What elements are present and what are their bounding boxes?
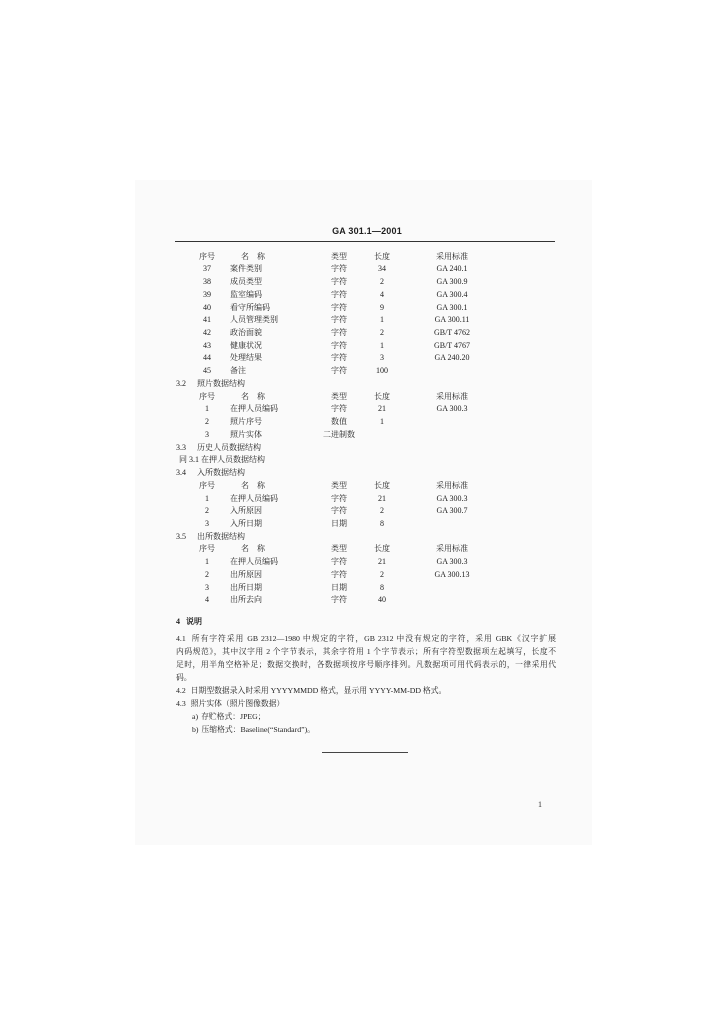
column-header-name: 名 称: [241, 544, 265, 554]
cell-standard: GA 300.3: [436, 493, 468, 503]
table-row: [0, 403, 724, 416]
table-header: [0, 480, 724, 493]
cell-standard: GA 300.11: [434, 315, 470, 325]
section-heading-3-4: [0, 467, 724, 480]
table-row: [0, 569, 724, 582]
cell-type: 字符: [331, 366, 347, 376]
cell-length: 100: [376, 366, 388, 376]
cell-name: 在押人员编码: [230, 493, 278, 503]
cell-type: 字符: [331, 277, 347, 287]
column-header-name: 名 称: [241, 251, 265, 261]
cell-type: 日期: [331, 582, 347, 592]
table-row: [0, 594, 724, 607]
cell-length: 2: [380, 569, 384, 579]
cell-no: 41: [203, 315, 211, 325]
cell-no: 37: [203, 264, 211, 274]
section-number: 3.2: [176, 378, 186, 388]
header-rule: [175, 241, 555, 242]
clause-list-item: [176, 710, 556, 723]
cell-length: 1: [380, 315, 384, 325]
cell-type: 字符: [331, 353, 347, 363]
cell-type: 字符: [331, 340, 347, 350]
section-note-3-3: [0, 454, 724, 467]
section-heading-3-3: [0, 442, 724, 455]
cell-no: 42: [203, 328, 211, 337]
column-header-length: 长度: [374, 480, 390, 490]
item-label: a): [192, 711, 199, 721]
cell-length: 2: [380, 506, 384, 516]
clause-text: 照片实体（照片图像数据）: [190, 698, 285, 708]
cell-no: 1: [205, 557, 209, 567]
table-row: [0, 263, 724, 276]
cell-name: 政治面貌: [230, 328, 262, 337]
column-header-standard: 采用标准: [436, 544, 468, 554]
table-row: [0, 582, 724, 595]
item-text: 压缩格式：Baseline(“Standard”)。: [201, 724, 315, 734]
cell-standard: GA 300.3: [436, 404, 468, 414]
table-header: [0, 543, 724, 556]
cell-type: 字符: [331, 595, 347, 605]
clause-number: 4.2: [176, 685, 186, 695]
section-number: 4: [176, 616, 180, 626]
cell-standard: GA 300.3: [436, 557, 468, 567]
cell-no: 1: [205, 404, 209, 414]
cell-type: 字符: [331, 264, 347, 274]
cell-name: 入所原因: [230, 506, 262, 516]
cell-standard: GA 300.1: [436, 302, 468, 312]
cell-standard: GA 240.20: [434, 353, 470, 363]
clause-4-3: [176, 697, 556, 710]
cell-name: 照片实体: [230, 429, 262, 439]
column-header-length: 长度: [374, 544, 390, 554]
column-header-type: 类型: [331, 391, 347, 401]
cell-length: 40: [378, 595, 386, 605]
cell-standard: GA 300.7: [436, 506, 468, 516]
column-header-no: 序号: [199, 391, 215, 401]
section-title: 入所数据结构: [197, 468, 245, 478]
cell-type: 字符: [331, 404, 347, 414]
column-header-name: 名 称: [241, 480, 265, 490]
cell-no: 4: [205, 595, 209, 605]
cell-name: 监室编码: [230, 289, 262, 299]
cell-type: 字符: [331, 493, 347, 503]
cell-length: 3: [380, 353, 384, 363]
table-row: [0, 340, 724, 353]
section-number: 3.5: [176, 531, 186, 541]
table-row: [0, 416, 724, 429]
cell-no: 3: [205, 519, 209, 529]
cell-name: 案件类别: [230, 264, 262, 274]
clause-4-2: [176, 684, 556, 697]
column-header-length: 长度: [374, 251, 390, 261]
table-row: [0, 505, 724, 518]
cell-no: 39: [203, 289, 211, 299]
section-4-body: [176, 632, 556, 736]
cell-no: 2: [205, 569, 209, 579]
cell-name: 处理结果: [230, 353, 262, 363]
section-heading-4: [176, 615, 202, 628]
cell-type: 字符: [331, 302, 347, 312]
cell-no: 3: [205, 429, 209, 439]
cell-name: 入所日期: [230, 519, 262, 529]
data-structure-tables: [0, 251, 724, 608]
cell-type: 字符: [331, 289, 347, 299]
cell-type: 数值: [331, 417, 347, 427]
cell-no: 45: [203, 366, 211, 376]
cell-no: 43: [203, 340, 211, 350]
cell-length: 9: [380, 302, 384, 312]
cell-no: 40: [203, 302, 211, 312]
cell-name: 备注: [230, 366, 246, 376]
cell-no: 2: [205, 506, 209, 516]
cell-standard: GA 240.1: [436, 264, 468, 274]
column-header-standard: 采用标准: [436, 480, 468, 490]
clause-4-1-line: [176, 632, 556, 645]
cell-type: 字符: [331, 315, 347, 325]
table-body-3-2: [0, 403, 724, 441]
table-body-3-1: [0, 263, 724, 378]
table-row: [0, 556, 724, 569]
clause-4-1-line: 足时，用半角空格补足；数据交换时，各数据项按序号顺序排列。凡数据项可用代码表示的，一律采用代: [176, 659, 556, 669]
cell-length: 2: [380, 277, 384, 287]
column-header-type: 类型: [331, 251, 347, 261]
clause-4-1-line: 内码规范》，其中汉字用 2 个字节表示，其余字符用 1 个字节表示；所有字符型数据项左起填写，长度不: [176, 646, 556, 656]
table-header: [0, 391, 724, 404]
cell-type: 字符: [331, 569, 347, 579]
cell-no: 2: [205, 417, 209, 427]
clause-text: 所有字符采用 GB 2312—1980 中规定的字符，GB 2312 中没有规定的字符，采用 GBK《汉字扩展: [190, 633, 556, 643]
clause-list-item: [176, 723, 556, 736]
cell-length: 8: [380, 519, 384, 529]
clause-text: 日期型数据录入时采用 YYYYMMDD 格式，显示用 YYYY-MM-DD 格式。: [190, 685, 447, 695]
section-heading-3-5: [0, 531, 724, 544]
cell-type: 字符: [331, 328, 347, 337]
table-row: [0, 365, 724, 378]
table-row: [0, 302, 724, 315]
cell-length: 21: [378, 404, 386, 414]
column-header-length: 长度: [374, 391, 390, 401]
table-body-3-5: [0, 556, 724, 607]
column-header-no: 序号: [199, 544, 215, 554]
cell-name: 在押人员编码: [230, 404, 278, 414]
cell-name: 出所去向: [230, 595, 262, 605]
cell-type: 二进制数: [323, 429, 355, 439]
cell-length: 21: [378, 557, 386, 567]
clause-number: 4.1: [176, 633, 186, 643]
table-header: [0, 251, 724, 264]
end-rule: [322, 752, 408, 753]
column-header-no: 序号: [199, 251, 215, 261]
cell-standard: GB/T 4762: [433, 328, 471, 337]
table-row: [0, 518, 724, 531]
table-row: [0, 352, 724, 365]
cell-name: 出所原因: [230, 569, 262, 579]
cell-name: 看守所编码: [230, 302, 270, 312]
cell-name: 在押人员编码: [230, 557, 278, 567]
table-row: [0, 276, 724, 289]
section-title: 出所数据结构: [197, 531, 245, 541]
item-label: b): [192, 724, 199, 734]
section-number: 3.3: [176, 442, 186, 452]
cell-type: 日期: [331, 519, 347, 529]
clause-number: 4.3: [176, 698, 186, 708]
column-header-no: 序号: [199, 480, 215, 490]
cell-name: 人员管理类别: [230, 315, 278, 325]
cell-length: 4: [380, 289, 384, 299]
cell-name: 成员类型: [230, 277, 262, 287]
cell-length: 2: [380, 328, 384, 337]
cell-type: 字符: [331, 506, 347, 516]
item-text: 存贮格式：JPEG；: [201, 711, 266, 721]
section-title: 说明: [186, 616, 202, 626]
cell-standard: GA 300.13: [434, 569, 470, 579]
column-header-standard: 采用标准: [436, 251, 468, 261]
column-header-standard: 采用标准: [436, 391, 468, 401]
section-heading-3-2: [0, 378, 724, 391]
cell-name: 照片序号: [230, 417, 262, 427]
cell-no: 44: [203, 353, 211, 363]
cell-no: 3: [205, 582, 209, 592]
clause-4-1-line: 码。: [176, 672, 192, 682]
page-number: 1: [538, 800, 542, 809]
cell-no: 1: [205, 493, 209, 503]
cell-length: 21: [378, 493, 386, 503]
cell-no: 38: [203, 277, 211, 287]
cell-type: 字符: [331, 557, 347, 567]
section-title: 历史人员数据结构: [197, 442, 261, 452]
table-row: [0, 289, 724, 302]
cell-length: 34: [378, 264, 386, 274]
cell-standard: GA 300.9: [436, 277, 468, 287]
cell-length: 8: [380, 582, 384, 592]
table-row: [0, 327, 724, 340]
section-note: 同 3.1 在押人员数据结构: [179, 455, 265, 465]
table-row: [0, 493, 724, 506]
cell-length: 1: [380, 417, 384, 427]
cell-standard: GB/T 4767: [433, 340, 471, 350]
cell-standard: GA 300.4: [436, 289, 468, 299]
cell-name: 健康状况: [230, 340, 262, 350]
document-number: GA 301.1—2001: [332, 226, 402, 236]
cell-length: 1: [380, 340, 384, 350]
table-body-3-4: [0, 493, 724, 531]
table-row: [0, 314, 724, 327]
table-row: [0, 429, 724, 442]
cell-name: 出所日期: [230, 582, 262, 592]
column-header-name: 名 称: [241, 391, 265, 401]
column-header-type: 类型: [331, 544, 347, 554]
column-header-type: 类型: [331, 480, 347, 490]
section-number: 3.4: [176, 468, 186, 478]
section-title: 照片数据结构: [197, 378, 245, 388]
